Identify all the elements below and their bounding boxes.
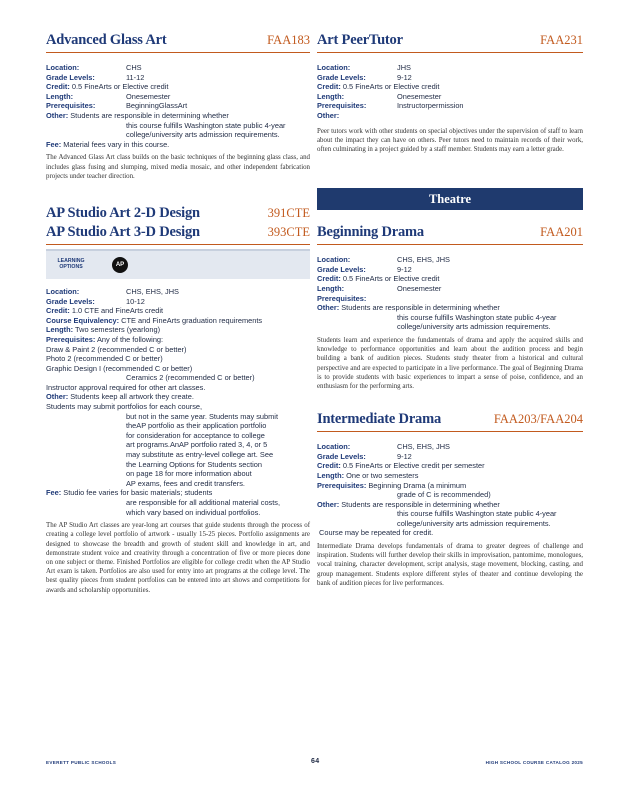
section-header-theatre: Theatre bbox=[317, 188, 583, 210]
credit-field: Credit: 0.5 FineArts or Elective credit bbox=[46, 82, 169, 92]
prereq-field: Prerequisites: Beginning Drama (a minimum bbox=[317, 480, 467, 490]
course-title: Advanced Glass Art bbox=[46, 32, 167, 48]
learning-options-label: LEARNING OPTIONS bbox=[57, 257, 85, 271]
other-line: for consideration for acceptance to college bbox=[126, 430, 265, 440]
length-field: Length: One or two semesters bbox=[317, 470, 419, 480]
course-code: FAA231 bbox=[540, 33, 583, 47]
other-line: art programs.AnAP portfolio rated 3, 4, or 5 bbox=[126, 440, 268, 450]
course-description: Intermediate Drama develops fundamentals of drama to greater degrees of challenge and inspiration. Students will further develop their skills in improvisation, pantomime, monologues, vocal training, character development, script analysis, stage movement, blocking, casting, and group management. Students explore different styles of theater and continue developing the bank of audition pieces for live performances. bbox=[317, 543, 583, 587]
fee-field: Fee: Studio fee varies for basic materials; students bbox=[46, 488, 213, 498]
footer-right-text: HIGH SCHOOL COURSE CATALOG 2025 bbox=[485, 760, 583, 765]
other-field: Other: bbox=[317, 110, 340, 120]
course-code: 391CTE bbox=[267, 205, 310, 220]
right-column bbox=[317, 32, 583, 588]
credit-field: Credit: 0.5 FineArts or Elective credit bbox=[317, 82, 440, 92]
prereq-field: Prerequisites: bbox=[317, 293, 367, 303]
other-line: college/university arts admission requirements. bbox=[397, 518, 551, 528]
location-field: Location: CHS, EHS, JHS bbox=[317, 255, 450, 265]
length-field: Length: Onesemester bbox=[317, 91, 442, 101]
course-ap-studio-art bbox=[46, 205, 310, 595]
divider bbox=[46, 244, 310, 245]
grade-field: Grade Levels: 10-12 bbox=[46, 296, 145, 306]
other-line: this course fulfills Washington state public 4-year bbox=[126, 120, 286, 130]
credit-field: Credit: 0.5 FineArts or Elective credit per semester bbox=[317, 461, 485, 471]
course-intermediate-drama bbox=[317, 411, 583, 588]
prereq-field: Prerequisites: BeginningGlassArt bbox=[46, 101, 188, 111]
course-advanced-glass-art bbox=[46, 32, 310, 181]
other-line: AP exams, fees and credit transfers. bbox=[126, 478, 245, 488]
course-code: 393CTE bbox=[267, 224, 310, 239]
other-field: Other: Students are responsible in determining whether bbox=[317, 303, 500, 313]
left-column bbox=[46, 32, 310, 595]
course-description: Students learn and experience the fundamentals of drama and apply the acquired skills and knowledge to performance opportunities and learn about the audition process and begin building a bank of audition pieces. Students study theater from a historical and cultural perspective and are expected to participate in a live performance. The goal of Beginning Drama is to provide students with basic experiences to impart a sense of poise, confidence, and an enthusiasm for the performing arts. bbox=[317, 336, 583, 390]
divider bbox=[317, 431, 583, 432]
course-description: Peer tutors work with other students on special objectives under the supervision of staff to learn about the impact they can have on others. Peer tutors need to maintain records of their work, often culminating in a project guided by a staff member. Students may earn a letter grade. bbox=[317, 127, 583, 153]
fee-field: Fee: Material fees vary in this course. bbox=[46, 139, 170, 149]
length-field: Length: Onesemester bbox=[46, 91, 171, 101]
course-description: The AP Studio Art classes are year-long art courses that guide students through the process of creating a college level portfolio of artwork - usually 15-25 pieces. Portfolio assignments are designed to showcase the breadth and growth of student skill and knowledge in art, and demonstrate student voice and creativity through a concentration of five or more pieces done on one subject or theme. Finished Portfolios are eligible for college credit when the AP Studio Art exam is taken. Portfolios are also used for entry into art programs at the college level. The best quality pieces from student portfolios can be entered into art shows and competitions for awards and scholarship opportunities. bbox=[46, 522, 310, 594]
course-code: FAA201 bbox=[540, 225, 583, 240]
other-line: college/university arts admission requirements. bbox=[397, 322, 551, 332]
ap-logo-icon: AP bbox=[112, 257, 128, 273]
other-field: Other: Students are responsible in determining whether bbox=[317, 499, 500, 509]
other-line: college/university arts admission requirements. bbox=[126, 130, 280, 140]
credit-field: Credit: 0.5 FineArts or Elective credit bbox=[317, 274, 440, 284]
course-title: Art PeerTutor bbox=[317, 32, 403, 48]
grade-field: Grade Levels: 11-12 bbox=[46, 72, 145, 82]
prereq-line: Draw & Paint 2 (recommended C or better) bbox=[46, 344, 187, 354]
course-title: Beginning Drama bbox=[317, 224, 424, 241]
course-code: FAA203/FAA204 bbox=[493, 412, 583, 427]
course-art-peer-tutor bbox=[317, 32, 583, 154]
equivalency-field: Course Equivalency: CTE and FineArts graduation requirements bbox=[46, 315, 263, 325]
course-title: AP Studio Art 2-D Design bbox=[46, 204, 200, 221]
location-field: Location: CHS, EHS, JHS bbox=[317, 442, 450, 452]
other-line: Students may submit portfolios for each course, bbox=[46, 402, 203, 412]
divider bbox=[46, 52, 310, 53]
footer-left-text: EVERETT PUBLIC SCHOOLS bbox=[46, 760, 117, 765]
other-field: Other: Students keep all artwork they create. bbox=[46, 392, 194, 402]
prereq-line: Ceramics 2 (recommended C or better) bbox=[126, 373, 255, 383]
other-line: on page 18 for more information about bbox=[126, 469, 252, 479]
other-field: Other: Students are responsible in determining whether bbox=[46, 110, 229, 120]
prereq-field: Prerequisites: Any of the following: bbox=[46, 334, 164, 344]
length-field: Length: Two semesters (yearlong) bbox=[46, 325, 161, 335]
prereq-line: Photo 2 (recommended C or better) bbox=[46, 354, 163, 364]
length-field: Length: Onesemester bbox=[317, 283, 442, 293]
course-description: The Advanced Glass Art class builds on the basic techniques of the beginning glass class, and includes glass fusing and slumping, mixed media mosaic, and other independent fabrication projects under teacher direction. bbox=[46, 154, 310, 180]
divider bbox=[317, 52, 583, 53]
prereq-line: Graphic Design I (recommended C or better) bbox=[46, 363, 193, 373]
page-number: 64 bbox=[311, 758, 320, 765]
other-line: this course fulfills Washington state public 4-year bbox=[397, 312, 557, 322]
other-line: Course may be repeated for credit. bbox=[319, 528, 434, 538]
grade-field: Grade Levels: 9-12 bbox=[317, 72, 412, 82]
divider bbox=[317, 244, 583, 245]
learning-options-box bbox=[46, 249, 310, 279]
fee-line: which vary based on individual portfolios. bbox=[126, 507, 261, 517]
course-title: Intermediate Drama bbox=[317, 411, 442, 428]
location-field: Location: CHS, EHS, JHS bbox=[46, 286, 179, 296]
prereq-field: Prerequisites: Instructorpermission bbox=[317, 101, 464, 111]
location-field: Location: CHS bbox=[46, 63, 142, 72]
fee-line: are responsible for all additional material costs, bbox=[126, 498, 281, 508]
credit-field: Credit: 1.0 CTE and FineArts credit bbox=[46, 306, 164, 316]
other-line: this course fulfills Washington state public 4-year bbox=[397, 509, 557, 519]
prereq-line: Instructor approval required for other art classes. bbox=[46, 382, 206, 392]
other-line: may substitute as entry-level college art. See bbox=[126, 450, 274, 460]
prereq-line: grade of C is recommended) bbox=[397, 490, 491, 500]
course-beginning-drama bbox=[317, 224, 583, 391]
location-field: Location: JHS bbox=[317, 63, 411, 72]
grade-field: Grade Levels: 9-12 bbox=[317, 264, 412, 274]
other-line: but not in the same year. Students may submit bbox=[126, 411, 278, 421]
grade-field: Grade Levels: 9-12 bbox=[317, 451, 412, 461]
other-line: the Learning Options for Students section bbox=[126, 459, 262, 469]
other-line: theAP portfolio as their application portfolio bbox=[126, 421, 267, 431]
course-title: AP Studio Art 3-D Design bbox=[46, 223, 200, 240]
course-code: FAA183 bbox=[267, 33, 310, 47]
